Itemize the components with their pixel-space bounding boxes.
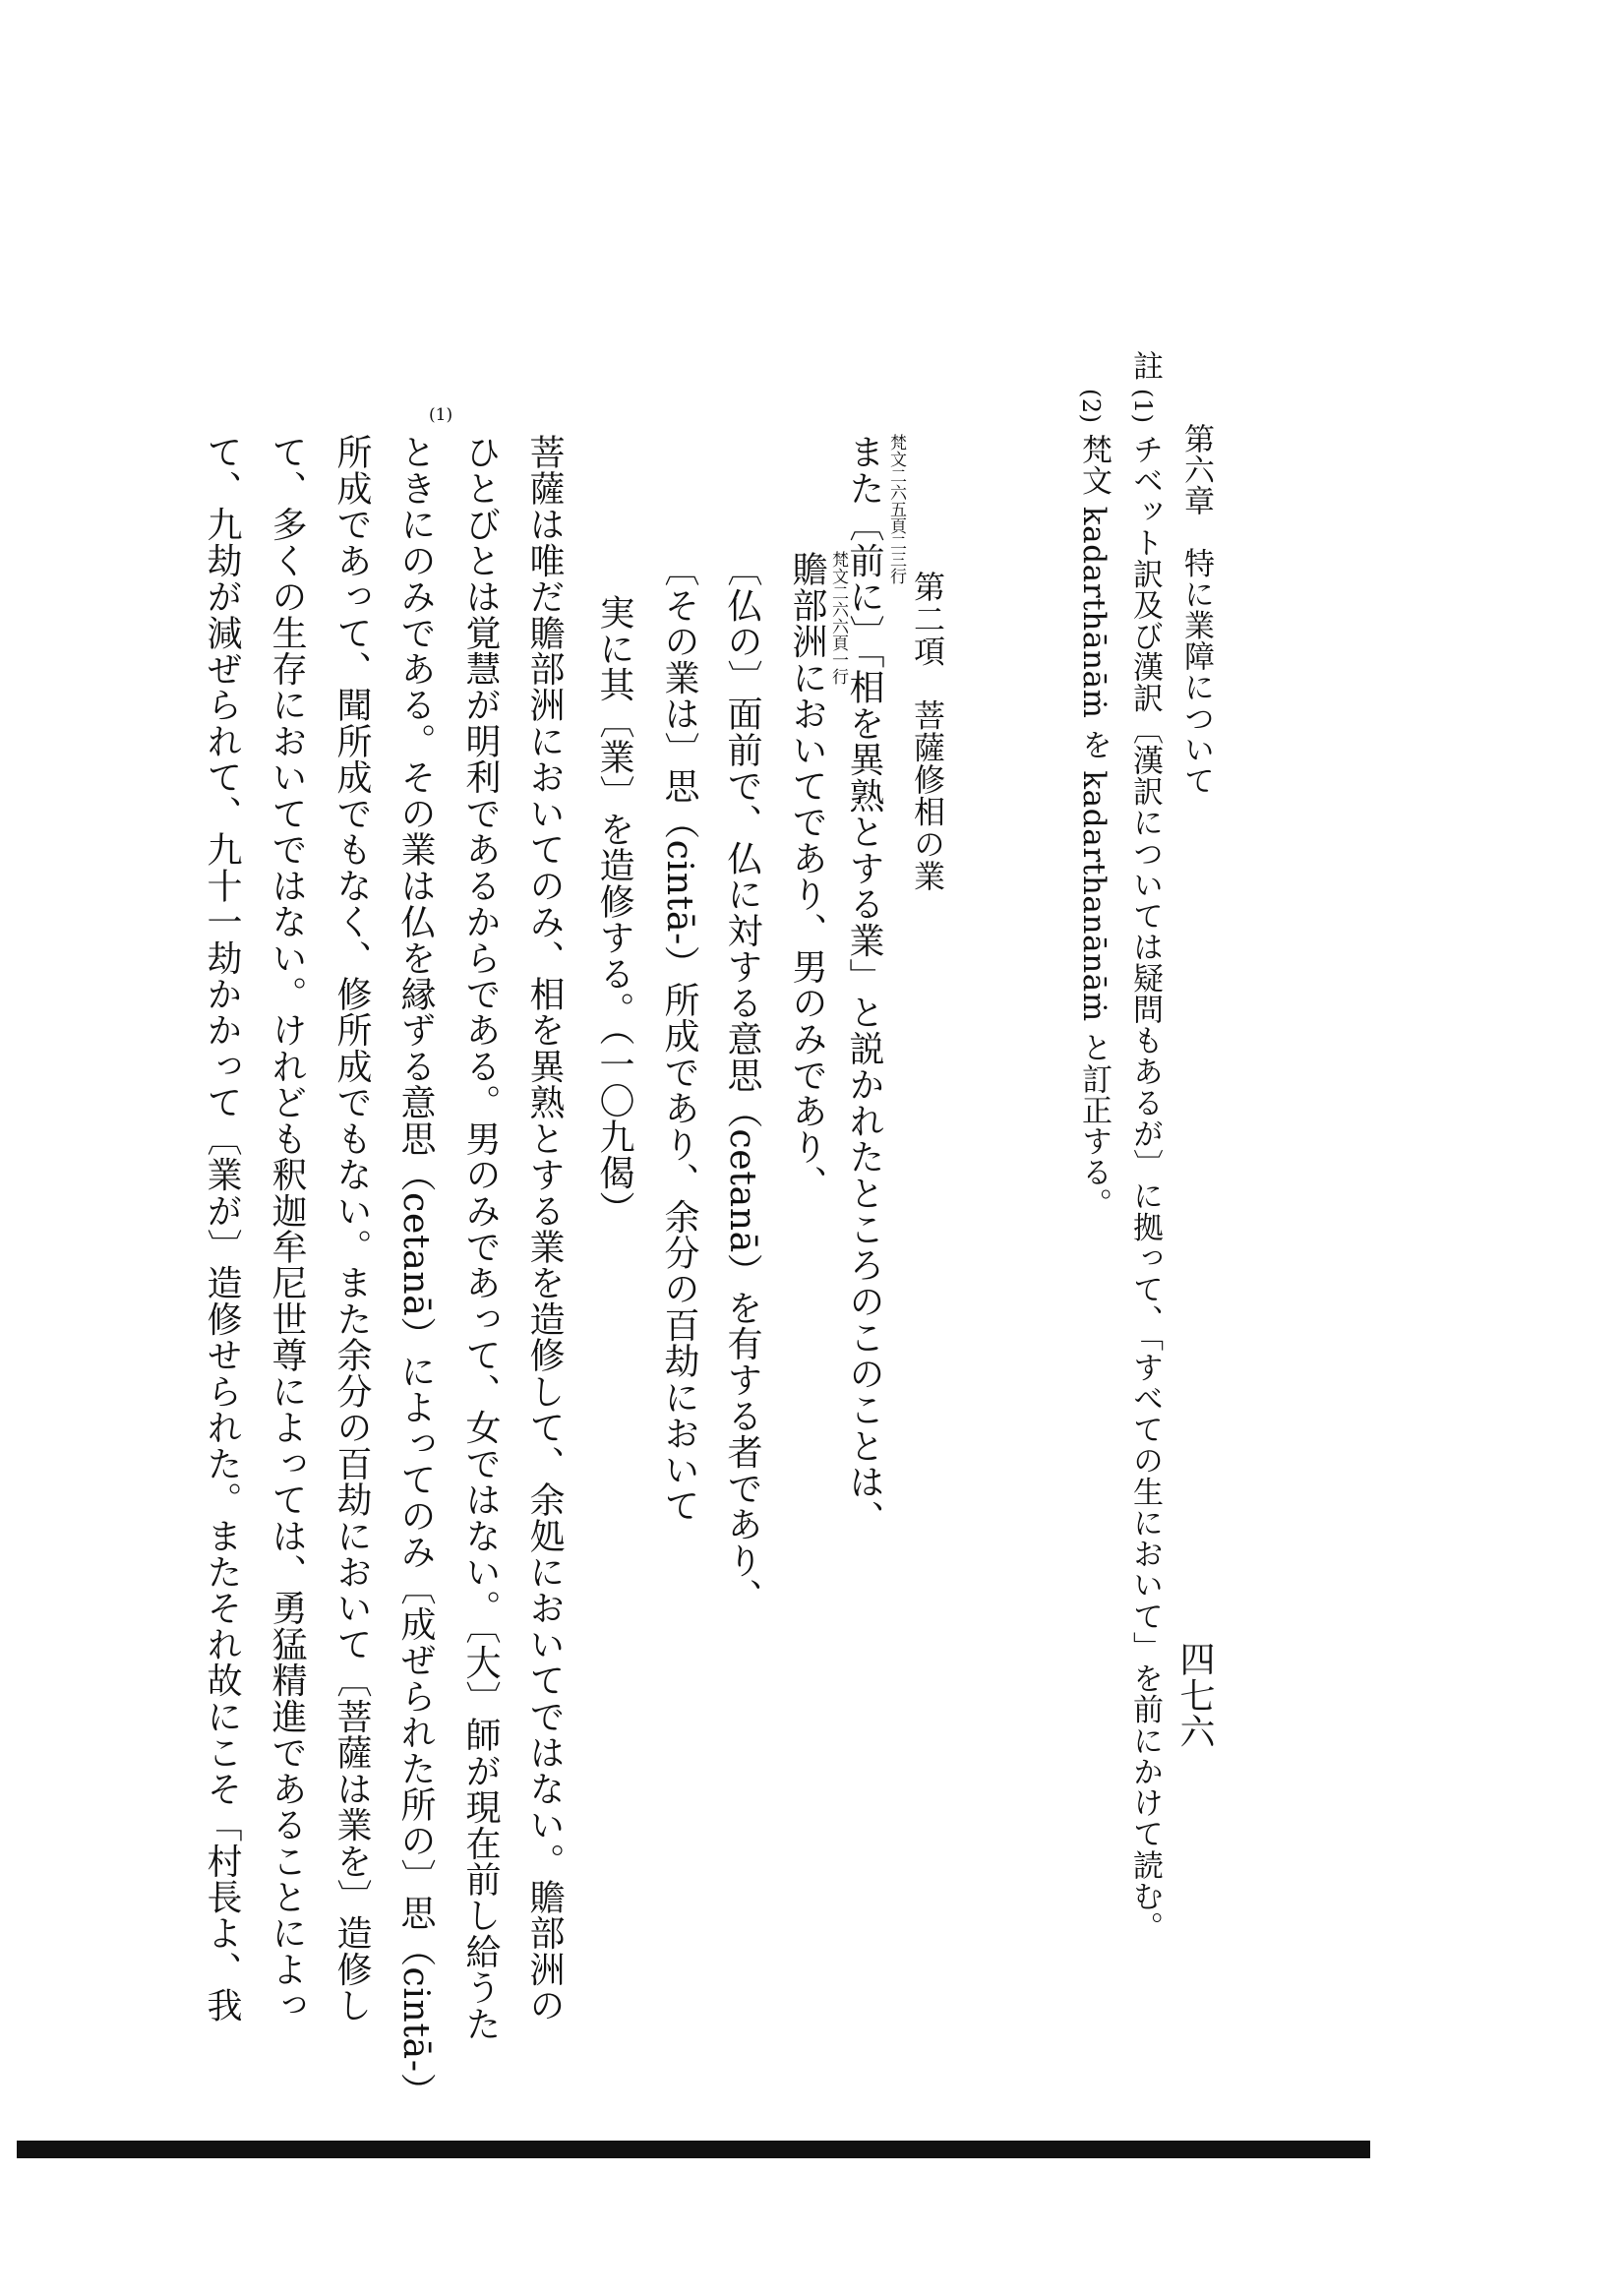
notes-label: 註 <box>1127 350 1163 382</box>
body-line-1: 菩薩は唯だ贍部洲においてのみ、相を異熟とする業を造修して、余処においてではない。贍部洲の <box>524 434 565 2024</box>
verse-line-2: 贍部洲においてであり、男のみであり、 <box>787 551 827 1201</box>
scan-border-bar <box>17 2141 1370 2158</box>
section-title: 第二項 菩薩修相の業 <box>909 571 946 892</box>
body-line-3: ときにのみである。その業は仏を縁ずる意思（cetanā）によってのみ〔成ぜられた所の〕思（cintā-） <box>395 434 436 2109</box>
footnote-marker-1: (1) <box>429 405 453 425</box>
sanskrit-reference-1: 梵文二六五頁二三行 <box>886 434 906 584</box>
verse-line-4: 〔その業は〕思（cintā-）所成であり、余分の百劫において <box>659 551 699 1524</box>
verse-line-3: 〔仏の〕面前で、仏に対する意思（cetanā）を有する者であり、 <box>722 551 762 1615</box>
sanskrit-reference-2: 梵文二六六頁一行 <box>828 551 848 685</box>
page-number: 四七六 <box>1174 1641 1215 1750</box>
verse-line-5: 実に其〔業〕を造修する。（一〇九偈） <box>594 594 634 1227</box>
note-2-text: 梵文 kadarthānāṁ を kadarthanānāṁ と訂正する。 <box>1076 434 1112 1220</box>
body-line-5: て、多くの生存においてではない。けれども釈迦牟尼世尊によっては、勇猛精進であることによっ <box>267 434 307 2024</box>
body-line-4: 所成であって、聞所成でもなく、修所成でもない。また余分の百劫において〔菩薩は業を〕造修し <box>331 434 372 2024</box>
body-line-2: ひとびとは覚慧が明利であるからである。男のみであって、女ではない。〔大〕師が現在前し給うた <box>460 434 501 2042</box>
note-1-text: チベット訳及び漢訳〔漢訳については疑問もあるが〕に拠って、「すべての生において」を前にかけて読む。 <box>1127 434 1163 1943</box>
chapter-running-title: 第六章 特に業障について <box>1178 423 1214 797</box>
body-line-6: て、九劫が減ぜられて、九十一劫かかって〔業が〕造修せられた。またそれ故にこそ「村長よ、我 <box>202 434 242 2024</box>
note-2-number: (2) <box>1077 389 1105 424</box>
verse-line-1: また〔前に〕「相を異熟とする業」と説かれたところのこのことは、 <box>844 434 884 1537</box>
note-1-number: (1) <box>1129 389 1157 424</box>
